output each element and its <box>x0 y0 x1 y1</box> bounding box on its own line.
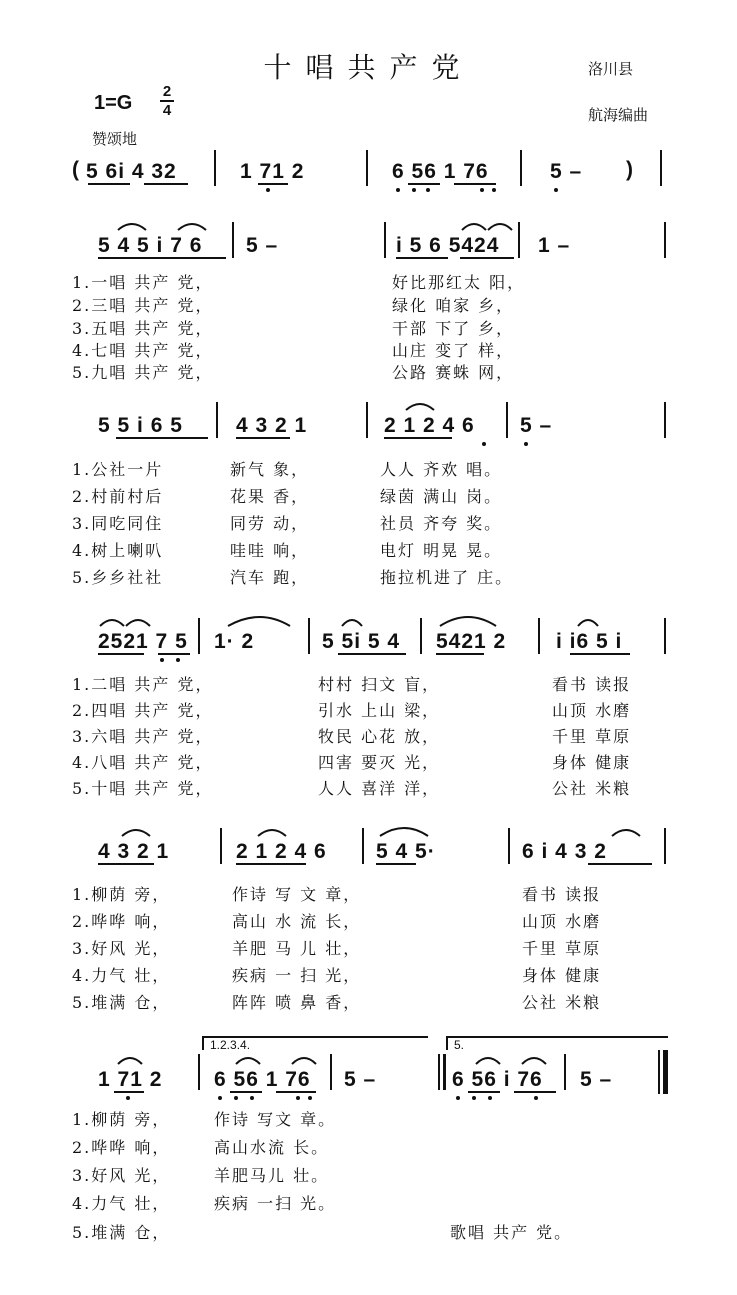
s4-measure-2: 2 1 2 4 6 <box>236 840 327 863</box>
lyric-line: 干部 下了 乡， <box>392 319 515 338</box>
lyric-line: 公社 米粮 <box>552 779 632 798</box>
lyric-line: 2.哗哗 响， <box>72 912 171 931</box>
lyric-line: 1.柳荫 旁， <box>72 1110 171 1129</box>
lyric-line: 5.堆满 仓， <box>72 1223 171 1242</box>
intro-measure-1: 5 6i 4 32 <box>86 160 177 183</box>
time-sig-bottom: 4 <box>162 102 172 119</box>
lyric-line: 花果 香， <box>230 487 310 506</box>
lyric-line: 5.乡乡社社 <box>72 568 164 587</box>
lyric-line: 公路 赛蛛 网， <box>392 363 515 382</box>
intro-measure-2: 1 71 2 <box>240 160 305 183</box>
s4-measure-3: 5 4 5· <box>376 840 436 863</box>
s2-measure-2: 4 3 2 1 <box>236 414 308 437</box>
region-credit: 洛川县 <box>588 60 634 78</box>
song-title: 十唱共产党 <box>263 51 474 84</box>
lyric-line: 羊肥马儿 壮。 <box>214 1166 330 1185</box>
lyric-line: 新气 象， <box>230 460 310 479</box>
volta-second-ending: 5. <box>454 1038 465 1052</box>
composer-credit: 航海编曲 <box>588 106 649 124</box>
lyric-line: 社员 齐夸 奖。 <box>380 514 503 533</box>
lyric-line: 作诗 写 文 章， <box>232 885 362 904</box>
s5-measure-4: 6 56 i 76 <box>452 1068 543 1091</box>
lyric-line: 拖拉机进了 庄。 <box>380 568 514 587</box>
lyric-line: 3.六唱 共产 党， <box>72 727 214 746</box>
lyric-line: 1.柳荫 旁， <box>72 885 171 904</box>
lyric-line: 1.一唱 共产 党， <box>72 273 214 292</box>
volta-first-ending: 1.2.3.4. <box>210 1038 251 1052</box>
lyric-line: 人人 齐欢 唱。 <box>380 460 503 479</box>
s2-measure-4: 5 – <box>520 414 553 437</box>
intro-close-paren: ) <box>626 158 634 181</box>
lyric-line: 山顶 水磨 <box>552 701 632 720</box>
lyric-line: 四害 要灭 光， <box>318 753 441 772</box>
s3-measure-3: 5 5i 5 4 <box>322 630 401 653</box>
time-signature <box>160 84 174 118</box>
intro-measure-4: 5 – <box>550 160 583 183</box>
lyric-line: 千里 草原 <box>552 727 632 746</box>
lyric-line: 疾病 一 扫 光， <box>232 966 362 985</box>
lyric-line: 山顶 水磨 <box>522 912 602 931</box>
lyric-line: 绿茵 满山 岗。 <box>380 487 503 506</box>
lyric-line: 村村 扫文 盲， <box>318 675 441 694</box>
s3-measure-5: i i6 5 i <box>556 630 623 653</box>
lyric-line: 4.力气 壮， <box>72 966 171 985</box>
lyric-line: 2.哗哗 响， <box>72 1138 171 1157</box>
s4-measure-4: 6 i 4 3 2 <box>522 840 607 863</box>
lyric-line: 4.八唱 共产 党， <box>72 753 214 772</box>
lyric-line: 公社 米粮 <box>522 993 602 1012</box>
s1-measure-3: i 5 6 5424 <box>396 234 500 257</box>
lyric-line: 歌唱 共产 党。 <box>450 1223 573 1242</box>
lyric-line: 高山水流 长。 <box>214 1138 330 1157</box>
lyric-line: 同劳 动， <box>230 514 310 533</box>
lyric-line: 4.力气 壮， <box>72 1194 171 1213</box>
lyric-line: 3.好风 光， <box>72 939 171 958</box>
lyric-line: 看书 读报 <box>552 675 632 694</box>
s2-measure-1: 5 5 i 6 5 <box>98 414 183 437</box>
lyric-line: 牧民 心花 放， <box>318 727 441 746</box>
tempo-marking: 赞颂地 <box>92 130 138 148</box>
lyric-line: 汽车 跑， <box>230 568 310 587</box>
s1-measure-1: 5 4 5 i 7 6 <box>98 234 203 257</box>
lyric-line: 身体 健康 <box>522 966 602 985</box>
lyric-line: 3.同吃同住 <box>72 514 164 533</box>
lyric-line: 人人 喜洋 洋， <box>318 779 441 798</box>
s5-measure-2: 6 56 1 76 <box>214 1068 311 1091</box>
lyric-line: 2.四唱 共产 党， <box>72 701 214 720</box>
lyric-line: 5.堆满 仓， <box>72 993 171 1012</box>
lyric-line: 哇哇 响， <box>230 541 310 560</box>
lyric-line: 阵阵 喷 鼻 香， <box>232 993 362 1012</box>
intro-measure-3: 6 56 1 76 <box>392 160 489 183</box>
s3-measure-2: 1· 2 <box>214 630 255 653</box>
s4-measure-1: 4 3 2 1 <box>98 840 170 863</box>
lyric-line: 电灯 明晃 晃。 <box>380 541 503 560</box>
s5-measure-1: 1 71 2 <box>98 1068 163 1091</box>
s5-measure-3: 5 – <box>344 1068 377 1091</box>
time-sig-top: 2 <box>162 83 172 100</box>
lyric-line: 1.二唱 共产 党， <box>72 675 214 694</box>
lyric-line: 3.好风 光， <box>72 1166 171 1185</box>
lyric-line: 2.村前村后 <box>72 487 164 506</box>
lyric-line: 4.七唱 共产 党， <box>72 341 214 360</box>
lyric-line: 看书 读报 <box>522 885 602 904</box>
lyric-line: 作诗 写文 章。 <box>214 1110 337 1129</box>
lyric-line: 3.五唱 共产 党， <box>72 319 214 338</box>
lyric-line: 好比那红太 阳， <box>392 273 526 292</box>
s1-measure-4: 1 – <box>538 234 571 257</box>
lyric-line: 山庄 变了 样， <box>392 341 515 360</box>
key-signature: 1=G <box>94 92 133 114</box>
lyric-line: 1.公社一片 <box>72 460 164 479</box>
intro-open-paren: ( <box>72 158 80 181</box>
lyric-line: 5.九唱 共产 党， <box>72 363 214 382</box>
s2-measure-3: 2 1 2 4 6 <box>384 414 475 437</box>
s1-measure-2: 5 – <box>246 234 279 257</box>
lyric-line: 疾病 一扫 光。 <box>214 1194 337 1213</box>
lyric-line: 4.树上喇叭 <box>72 541 164 560</box>
lyric-line: 引水 上山 梁， <box>318 701 441 720</box>
lyric-line: 高山 水 流 长， <box>232 912 362 931</box>
lyric-line: 5.十唱 共产 党， <box>72 779 214 798</box>
s3-measure-1: 2521 7 5 <box>98 630 188 653</box>
lyric-line: 绿化 咱家 乡， <box>392 296 515 315</box>
s5-measure-5: 5 – <box>580 1068 613 1091</box>
lyric-line: 2.三唱 共产 党， <box>72 296 214 315</box>
lyric-line: 身体 健康 <box>552 753 632 772</box>
s3-measure-4: 5421 2 <box>436 630 507 653</box>
lyric-line: 羊肥 马 儿 壮， <box>232 939 362 958</box>
lyric-line: 千里 草原 <box>522 939 602 958</box>
